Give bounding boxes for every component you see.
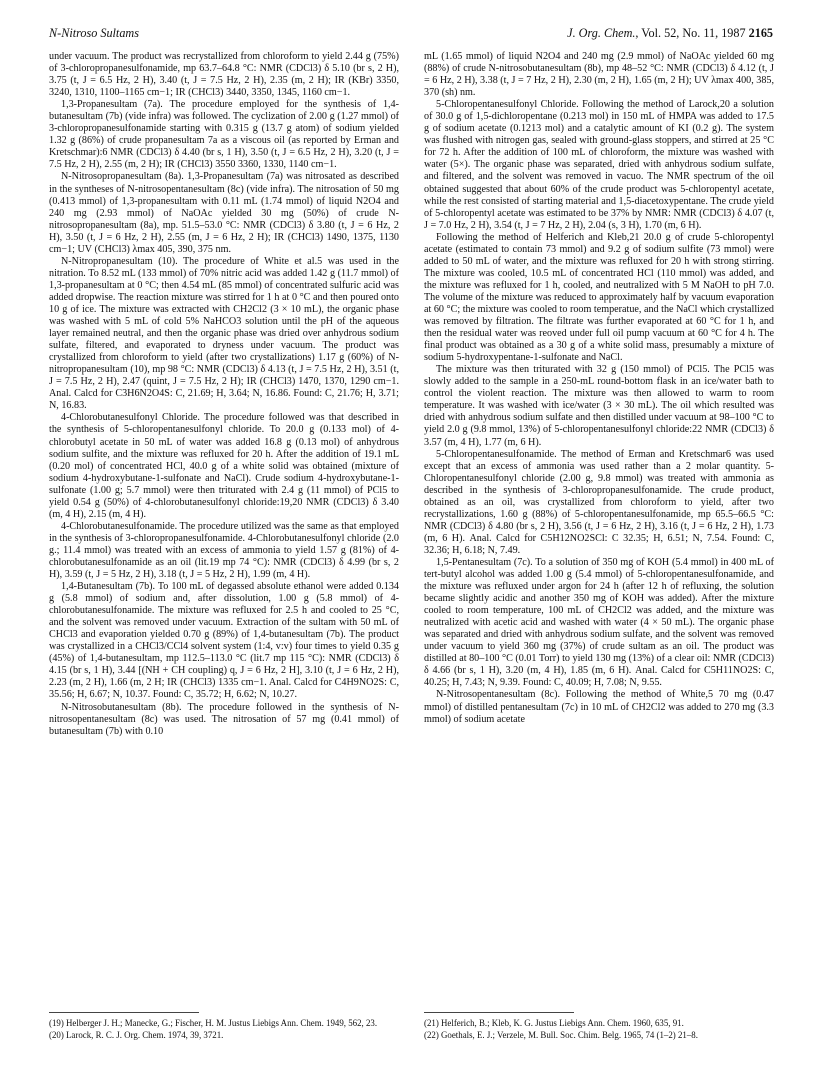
paragraph: N-Nitropropanesultam (10). The procedure of White et al.5 was used in the nitration. To 8.52 mL (133 mmol) of 70% nitric acid was added 1.42 g (11.7 mmol) of 1,3-propanesultam at 0 °C; then 4.54 mL (85 mmol) of concentrated sulfuric acid was added dropwise. The reaction mixture was stirred for 1 h at 0 °C and then poured onto 10 g of ice. The mixture was extracted with CH2Cl2 (3 × 10 mL), the organic phase was washed with 5 mL of cold 5% NaHCO3 solution until the pH of the aqueous layer remained neutral, and then the organic phase was dried over anhydrous sodium sulfate, filtered, and evaporated to dryness under vacuum. The product was crystallized from chloroform to yield (after two crystallizations) 1.17 g (60%) of N-nitropropanesultam (10), mp 98 °C: NMR (CDCl3) δ 4.13 (t, J = 7.5 Hz, 2 H), 3.51 (t, J = 7.5 Hz, 2 H), 2.47 (quint, J = 7.5 Hz, 2 H); IR (CHCl3) 1470, 1370, 1290 cm−1. Anal. Calcd for C3H6N2O4S: C, 21.69; H, 3.64; N, 16.86. Found: C, 21.76; H, 3.71; N, 16.83. (49, 255, 399, 412)
paragraph: N-Nitrosobutanesultam (8b). The procedure followed in the synthesis of N-nitrosopentanesultam (8c) was used. The nitrosation of 57 mg (0.41 mmol) of butanesultam (7b) with 0.10 (49, 701, 399, 737)
paragraph: 5-Chloropentanesulfonyl Chloride. Following the method of Larock,20 a solution of 30.0 g of 1,5-dichloropentane (0.213 mol) in 150 mL of HMPA was added to 17.5 g of sodium acetate (0.1213 mol) and a catalytic amount of KI (0.2 g). The system was flushed with nitrogen gas, sealed with ground-glass stoppers, and stirred at 25 °C for 72 h. After the addition of 100 mL of chloroform, the mixture was washed with water (5×). The organic phase was separated, dried with anhydrous sodium sulfate, and filtered, and the solvent was removed in vacuo. The NMR spectrum of the oil obtained suggested that about 60% of the crude product was 5-chloropentyl acetate, while the rest consisted of starting material and 1,5-diacetoxypentane. The crude yield of 5-chloropentyl acetate was estimated to be 37% by NMR: NMR (CDCl3) δ 4.07 (t, J = 7.0 Hz, 2 H), 3.54 (t, J = 7 Hz, 2 H), 2.04 (s, 3 H), 1.70 (m, 6 H). (424, 99, 774, 231)
footnote: (21) Helferich, B.; Kleb, K. G. Justus Liebigs Ann. Chem. 1960, 635, 91. (424, 1018, 684, 1028)
paragraph: mL (1.65 mmol) of liquid N2O4 and 240 mg (2.9 mmol) of NaOAc yielded 60 mg (88%) of crude N-nitrosobutanesultam (8b), mp 48–52 °C: NMR (CDCl3) δ 4.12 (t, J = 6 Hz, 2 H), 3.38 (t, J = 7 Hz, 2 H), 2.30 (m, 2 H), 1.65 (m, 2 H); UV λmax 400, 385, 370 (sh) nm. (424, 51, 774, 99)
paragraph: N-Nitrosopentanesultam (8c). Following the method of White,5 70 mg (0.47 mmol) of distilled pentanesultam (7c) in 10 mL of CH2Cl2 was added to 270 mg (3.3 mmol) of sodium acetate (424, 689, 774, 725)
footnotes-right (424, 1018, 774, 1041)
journal-volume: Vol. 52, No. 11, 1987 (641, 26, 746, 40)
running-title: N-Nitroso Sultams (49, 26, 139, 40)
page-number: 2165 (748, 26, 773, 40)
right-column (424, 51, 774, 726)
paragraph: 1,3-Propanesultam (7a). The procedure employed for the synthesis of 1,4-butanesultam (7b) (vide infra) was followed. The cyclization of 2.00 g (1.27 mmol) of 3-chloropropanesulfonamide starting with 0.315 g (13.7 g atom) of sodium yielded 1.32 g (86%) of crude propanesultam 7a as a viscous oil (as reported by Erman and Kretschmar):6 NMR (CDCl3) δ 4.40 (br s, 1 H), 3.50 (t, J = 6.5 Hz, 2 H), 3.20 (t, J = 7.5 Hz, 2 H), 2.55 (m, 2 H); IR (CHCl3) 3550 3360, 1330, 1140 cm−1. (49, 99, 399, 171)
footnote-divider (424, 1012, 574, 1013)
paragraph: 1,4-Butanesultam (7b). To 100 mL of degassed absolute ethanol were added 0.134 g (5.8 mmol) of sodium and, after dissolution, 1.00 g (5.8 mmol) of 4-chlorobutanesulfonamide. The mixture was refluxed for 2.5 h and cooled to 25 °C, and the solvent was removed under vacuum. Extraction of the sultam with 50 mL of CHCl3 and evaporation yielded 0.70 g (89%) of 1,4-butanesultam (7b). The product was crystallized in a CHCl3/CCl4 solvent system (1:4, v:v) four times to yield 0.35 g (45%) of 1,4-butanesultam, mp 112.5–113.0 °C (lit.7 mp 115 °C): NMR (CDCl3) δ 4.15 (br s, 1 H), 3.44 [(NH + CH coupling) q, J = 6 Hz, 2 H], 3.10 (t, J = 6 Hz, 2 H), 2.23 (m, 2 H), 1.66 (m, 2 H; IR (CHCl3) 1335 cm−1. Anal. Calcd for C4H9NO2S: C, 35.56; H, 6.67; N, 10.37. Found: C, 35.72; H, 6.62; N, 10.27. (49, 581, 399, 701)
paragraph: N-Nitrosopropanesultam (8a). 1,3-Propanesultam (7a) was nitrosated as described in the syntheses of N-nitrosopentanesultam (8c) (vide infra). The nitrosation of 50 mg (0.413 mmol) of 1,3-propanesultam with 0.11 mL (1.74 mmol) of liquid N2O4 and 240 mg (2.93 mmol) of NaOAc yielded 30 mg (50%) of crude N-nitrosopropanesultam (8a), mp. 51.5–53.0 °C: NMR (CDCl3) δ 3.80 (t, J = 6 Hz, 2 H), 3.50 (t, J = 6 Hz, 2 H), 2.55 (m, J = 6 Hz, 2 H); IR (CHCl3) 1490, 1375, 1130 cm−1; UV (CHCl3) λmax 405, 390, 375 nm. (49, 171, 399, 255)
paragraph: Following the method of Helferich and Kleb,21 20.0 g of crude 5-chloropentyl acetate (estimated to contain 73 mmol) and 9.2 g of sodium sulfite (73 mmol) were added to 50 mL of water, and the mixture was refluxed for 20 h with strong stirring. The mixture was cooled, 10.5 mL of concentrated HCl (110 mmol) was added, and the mixture was refluxed for 1 h, cooled, and neutralized with 5 M NaOH to pH 7.0. The volume of the mixture was reduced to approximately half by vacuum evaporation at 60 °C; the mixture was cooled to room temperatue, and the NaCl which crystallized was removed by filtration. The filtrate was further evaporated at 60 °C for 1 h, and then the residual water was reoved under full oil pump vacuum at 60 °C for 4 h. The final product was obtained as a 30 g of a white solid mass, presumably a mixture of sodium 5-hydroxypentane-1-sulfonate and NaCl. (424, 231, 774, 364)
left-column (49, 51, 399, 738)
paragraph: 1,5-Pentanesultam (7c). To a solution of 350 mg of KOH (5.4 mmol) in 400 mL of tert-butyl alcohol was added 1.00 g (5.4 mmol) of 5-chloropentanesulfonamide, and the mixture was refluxed under argon for 24 h (after 12 h of refluxing, the solution became slightly acidic and another 350 mg of KOH was added). After the mixture cooled to room temperature, 100 mL of CH2Cl2 was added, and the mixture was neutralized with acetic acid and washed with water (4 × 50 mL). The organic phase was separated and dried with anhydrous sodium sulfate, and the solvent was removed under vacuum to yield 360 mg (37%) of crude sultam as an oil. The product was distilled at 80–100 °C (0.01 Torr) to yield 130 mg (13%) of a clear oil: NMR (CDCl3) δ 4.66 (br s, 1 H), 3.20 (m, 4 H), 1.85 (m, 6 H). Anal. Calcd for C5H11NO2S: C, 40.25; H, 7.43; N, 9.39. Found: C, 40.09; H, 7.08; N, 9.55. (424, 556, 774, 689)
footnote-divider (49, 1012, 199, 1013)
paragraph: 4-Chlorobutanesulfonyl Chloride. The procedure followed was that described in the synthesis of 5-chloropentanesulfonyl chloride. To 20.0 g (0.133 mol) of 4-chlorobutyl acetate in 50 mL of water was added 16.8 g (0.13 mol) of anhydrous sodium sulfite, and the mixture was refluxed for 20 h. After the addition of 19.1 mL (0.20 mol) of concentrated HCl, 40.0 g of a white solid was obtained (mixture of sodium 4-hydroxybutane-1-sulfonate and NaCl). Crude sodium 4-hydroxybutane-1-sulfonate (1.00 g; 5.7 mmol) were then triturated with 2.4 g (11 mmol) of PCl5 to yield 0.54 g (50%) of 4-chlorobutanesulfonyl chloride:19,20 NMR (CDCl3) δ 3.40 (m, 4 H), 2.15 (m, 4 H). (49, 412, 399, 520)
paragraph: 4-Chlorobutanesulfonamide. The procedure utilized was the same as that employed in the synthesis of 3-chloropropanesulfonamide. 4-Chlorobutanesulfonyl chloride (2.0 g.; 11.4 mmol) was treated with an excess of ammonia to yield 1.57 g (81%) of 4-chlorobutanesulfonamide as an oil (lit.19 mp 74 °C): NMR (CDCl3) δ 4.99 (br s, 2 H), 3.59 (t, J = 5 Hz, 2 H), 3.18 (t, J = 5 Hz, 2 H), 1.99 (m, 4 H). (49, 520, 399, 581)
footnote: (19) Helberger J. H.; Manecke, G.; Fischer, H. M. Justus Liebigs Ann. Chem. 1949, 562, 23. (49, 1018, 378, 1028)
running-header (49, 26, 773, 44)
footnote: (20) Larock, R. C. J. Org. Chem. 1974, 39, 3721. (49, 1029, 224, 1040)
journal-name: J. Org. Chem. (567, 26, 636, 40)
paragraph: 5-Chloropentanesulfonamide. The method of Erman and Kretschmar6 was used except that an excess of ammonia was used rather than a 2 molar quantity. 5-Chloropentanesulfonyl chloride (2.00 g, 9.8 mmol) was treated with ammonia as described in the synthesis of 3-chloropropanesulfonamide. The crude product, obtained as an oil, was crystallized from chloroform to yield, after two recrystallizations, 1.60 g (88%) of 5-chloropentanesulfonamide, mp 65.5–66.5 °C: NMR (CDCl3) δ 4.80 (br s, 2 H), 3.56 (t, J = 6 Hz, 2 H), 3.16 (t, J = 6 Hz, 2 H), 1.73 (m, 6 H). Anal. Calcd for C5H12NO2SCl: C 32.35; H, 6.51; N, 7.54. Found: C, 32.36; H, 6.18; N, 7.49. (424, 448, 774, 556)
footnotes-left (49, 1018, 399, 1041)
journal-citation: J. Org. Chem., Vol. 52, No. 11, 1987 2165 (567, 26, 773, 40)
paragraph: The mixture was then triturated with 32 g (150 mmol) of PCl5. The PCl5 was slowly added to the sample in a 250-mL round-bottom flask in an ice/water bath to control the violent reaction. The mixture was then allowed to warm to room temperature. It was washed with ice/water (3 × 30 mL). The oil which resulted was dried with anhydrous sodium sulfate and then distilled under vacuum at 98–100 °C to yield 2.0 g (9.8 mmol, 13%) of 5-chloropentanesulfonyl chloride:22 NMR (CDCl3) δ 3.57 (m, 4 H), 1.77 (m, 6 H). (424, 364, 774, 448)
paragraph: under vacuum. The product was recrystallized from chloroform to yield 2.44 g (75%) of 3-chloropropanesulfonamide, mp 63.7–64.8 °C: NMR (CDCl3) δ 5.10 (br s, 2 H), 3.75 (t, J = 6.5 Hz, 2 H), 3.40 (t, J = 7.5 Hz, 2 H), 2.35 (m, 2 H); IR (KBr) 3350, 3240, 1310, 1100–1165 cm−1; IR (CHCl3) 3440, 3350, 1345, 1160 cm−1. (49, 51, 399, 99)
footnote: (22) Goethals, E. J.; Verzele, M. Bull. Soc. Chim. Belg. 1965, 74 (1–2) 21–8. (424, 1029, 698, 1040)
